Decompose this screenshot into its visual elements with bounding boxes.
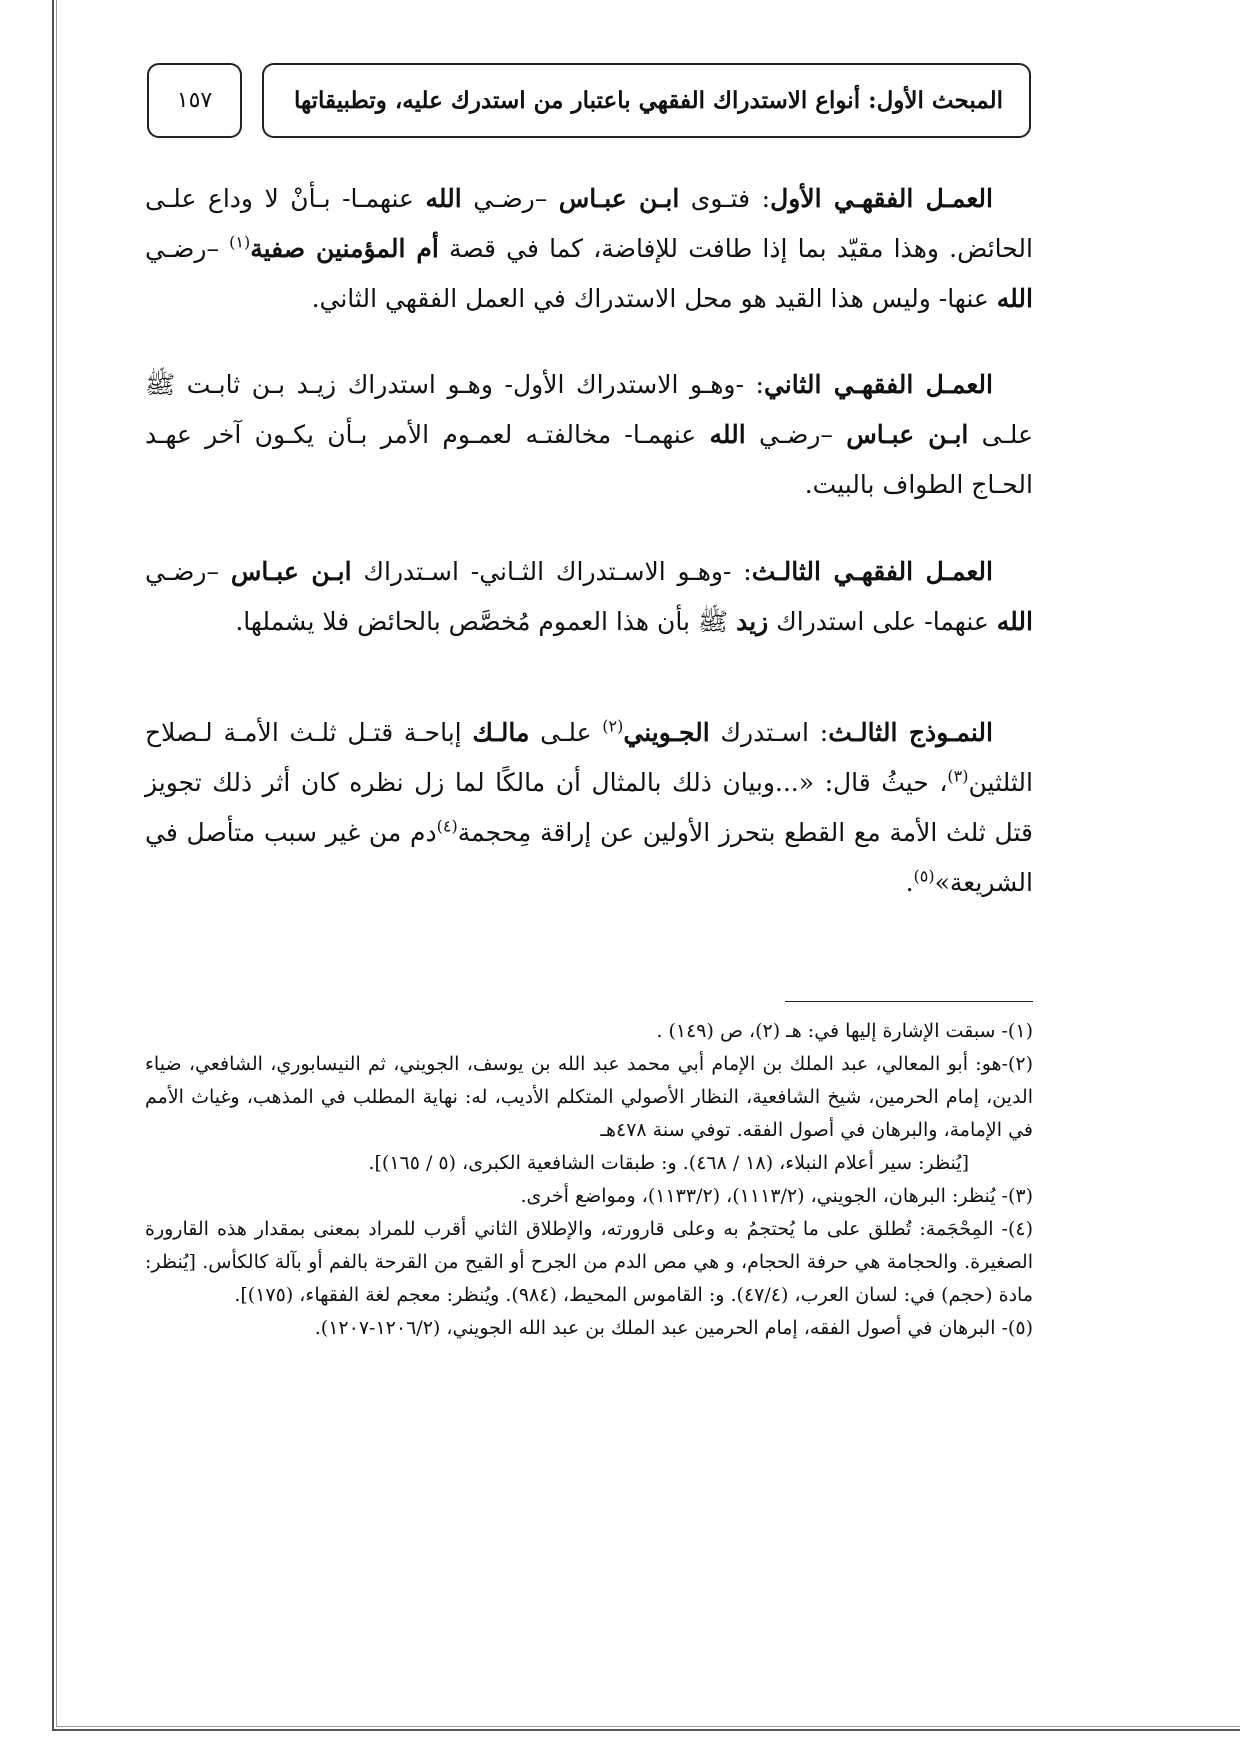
text-span: عنهما- على استدراك	[768, 607, 997, 636]
text-span: عنها- وليس هذا القيد هو محل الاستدراك في العمل الفقهي الثاني.	[311, 284, 997, 313]
text-span: .	[905, 868, 914, 897]
text-span: : -وهـو الاستدراك الأول- وهـو استدراك زيـد بـن ثابـت ﷺ علـى	[145, 370, 1033, 449]
text-span: عنهمـا- مخالفتـه لعمـوم الأمر بـأن يكـون آخر عهـد الحـاج الطواف بالبيت.	[145, 420, 1033, 499]
paragraph-1-heading: العمـل الفقهـي الأول	[770, 184, 993, 213]
running-header-title: المبحث الأول: أنواع الاستدراك الفقهي باعتبار من استدرك عليه، وتطبيقاتها	[293, 87, 1003, 114]
text-span: –رضـي	[461, 184, 559, 213]
text-span: علـى	[529, 718, 603, 747]
proper-name: ابـن عبـاس	[846, 420, 969, 449]
paragraph-3	[145, 547, 1033, 647]
footnote-5: (٥)- البرهان في أصول الفقه، إمام الحرمين عبد الملك بن عبد الله الجويني، (١٢٠٦/٢-١٢٠٧).	[314, 1317, 1033, 1339]
page-number-box	[147, 63, 242, 138]
footnote-ref[interactable]: (٣)	[947, 766, 969, 786]
footnote-separator	[785, 1001, 1033, 1002]
divine-name: الله	[709, 420, 746, 449]
proper-name: مالـك	[472, 718, 530, 747]
proper-name: ابـن عبـاس	[558, 184, 680, 213]
text-span: إباحـة قتـل ثلـث الأمـة لـصلاح الثلثين	[145, 718, 1033, 797]
paragraph-3-heading: العمـل الفقهـي الثالـث	[751, 557, 993, 586]
running-header-title-box	[262, 63, 1031, 138]
text-span: –رضـي	[745, 420, 847, 449]
paragraph-4	[145, 708, 1033, 908]
footnote-ref[interactable]: (٤)	[436, 816, 458, 836]
footnote-2: (٢)-هو: أبو المعالي، عبد الملك بن الإمام أبي محمد عبد الله بن يوسف، الجويني، ثم النيسابوري، الشافعي، ضياء الدين، إمام الحرمين، شيخ الشافعية، النظار الأصولي المتكلم الأديب، له: نهاية المطلب في المذهب، وغياث الأمم في الإمامة، والبرهان في أصول الفقه. توفي سنة ٤٧٨هـ	[145, 1053, 1033, 1141]
footnote-4: (٤)- المِحْجَمة: تُطلق على ما يُحتجمُ به وعلى قارورته، والإطلاق الثاني أقرب للمراد بمعنى بمقدار هذه القارورة الصغيرة. والحجامة هي حرفة الحجام، و هي مص الدم من الجرح أو القيح من القرحة بالفم أو بآلة كالكأس. [يُنظر: مادة (حجم) في: لسان العرب، (٤٧/٤). و: القاموس المحيط، (٩٨٤). ويُنظر: معجم لغة الفقهاء، (١٧٥)].	[145, 1218, 1033, 1306]
divine-name: الله	[996, 607, 1033, 636]
footnote-2-reference: [يُنظر: سير أعلام النبلاء، (١٨ / ٤٦٨). و: طبقات الشافعية الكبرى، (٥ / ١٦٥)].	[368, 1152, 969, 1174]
text-span: –رضـي	[145, 234, 230, 263]
text-span: دم من غير سبب متأصل في الشريعة»	[145, 818, 1033, 897]
footnote-3: (٣)- يُنظر: البرهان، الجويني، (١١١٣/٢)، (١١٣٣/٢)، ومواضع أخرى.	[520, 1185, 1033, 1207]
paragraph-2-heading: العمـل الفقهـي الثاني	[763, 370, 993, 399]
footnote-1: (١)- سبقت الإشارة إليها في: هـ (٢)، ص (١٤٩) .	[656, 1020, 1033, 1042]
footnote-ref[interactable]: (١)	[229, 232, 251, 252]
footnote-ref[interactable]: (٢)	[602, 716, 624, 736]
paragraph-2	[145, 360, 1033, 510]
proper-name: ابـن عبـاس	[230, 557, 352, 586]
text-span: ، حيثُ قال: «...وبيان ذلك بالمثال أن مالكًا لما زل نظره كان أثر ذلك تجويز قتل ثلث الأمة مع القطع بتحرز الأولين عن إراقة مِحجمة	[145, 768, 1033, 847]
paragraph-1	[145, 174, 1033, 324]
footnote-ref[interactable]: (٥)	[913, 866, 935, 886]
text-span: –رضـي	[145, 557, 231, 586]
proper-name: الجـويني	[623, 718, 710, 747]
proper-name: زيد	[736, 607, 769, 636]
text-span: : -وهـو الاسـتدراك الثـاني- اسـتدراك	[351, 557, 752, 586]
text-span: : فتـوى	[679, 184, 771, 213]
text-span: ﷺ بأن هذا العموم مُخصَّص بالحائض فلا يشملها.	[235, 607, 737, 636]
paragraph-4-heading: النمـوذج الثالـث	[828, 718, 993, 747]
footnotes	[145, 1015, 1033, 1345]
proper-name: أم المؤمنين صفية	[250, 234, 439, 263]
divine-name: الله	[425, 184, 462, 213]
page-number: ١٥٧	[176, 88, 213, 113]
text-span: : اسـتدرك	[709, 718, 829, 747]
divine-name: الله	[996, 284, 1033, 313]
text-span: عنهمـا- بـأنْ لا وداع علـى الحائض. وهذا مقيّد بما إذا طافت للإفاضة، كما في قصة	[145, 184, 1033, 263]
